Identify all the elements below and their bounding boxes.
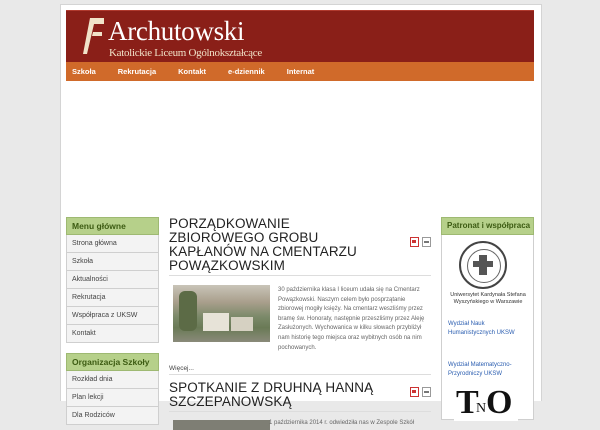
site-title[interactable]: Archutowski: [108, 16, 245, 46]
article-2: [169, 381, 431, 430]
uksw-seal-icon[interactable]: [459, 241, 507, 289]
left-sidebar: [66, 217, 159, 425]
page-container: [60, 4, 542, 426]
article-1: [169, 217, 431, 375]
read-more-link[interactable]: Więcej...: [169, 365, 194, 372]
menu-item-contact[interactable]: Kontakt: [66, 325, 159, 343]
menu-item-parents[interactable]: Dla Rodziców: [66, 407, 159, 425]
nav-kontakt[interactable]: Kontakt: [178, 67, 207, 76]
menu-item-recruitment[interactable]: Rekrutacja: [66, 289, 159, 307]
menu-item-uksw[interactable]: Współpraca z UKSW: [66, 307, 159, 325]
tno-logo-o: O: [486, 384, 513, 421]
nav-internat[interactable]: Internat: [286, 67, 315, 76]
right-sidebar: [441, 217, 534, 420]
article-body: [169, 285, 431, 363]
article-title[interactable]: PORZĄDKOWANIE ZBIOROWEGO GROBU KAPŁANÓW NA CMENTARZU POWĄZKOWSKIM: [169, 216, 357, 273]
logo-mark-icon: [80, 16, 106, 56]
main-nav: [66, 62, 534, 81]
menu-item-school[interactable]: Szkoła: [66, 253, 159, 271]
pdf-icon[interactable]: [410, 387, 419, 397]
article-image: [173, 285, 270, 342]
print-icon[interactable]: [422, 387, 431, 397]
menu-item-news[interactable]: Aktualności: [66, 271, 159, 289]
main-content: [169, 217, 431, 430]
tno-logo[interactable]: [454, 385, 518, 421]
pdf-icon[interactable]: [410, 237, 419, 247]
menu-item-schedule[interactable]: Rozkład dnia: [66, 371, 159, 389]
patron-box: [441, 235, 534, 420]
article-tools: [410, 237, 431, 247]
nav-e-dziennik[interactable]: e-dziennik: [228, 67, 265, 76]
link-humanities[interactable]: Wydział Nauk Humanistycznych UKSW: [448, 321, 515, 336]
tno-logo-t: T: [456, 384, 479, 421]
article-tools: [410, 387, 431, 397]
article-body: [169, 420, 431, 430]
divider: [169, 275, 431, 276]
divider: [169, 411, 431, 412]
nav-szkola[interactable]: Szkoła: [72, 67, 96, 76]
tno-logo-n: N: [476, 401, 487, 416]
patron-title: Patronat i współpraca: [441, 217, 534, 235]
menu-item-home[interactable]: Strona główna: [66, 235, 159, 253]
article-image: [173, 420, 270, 430]
nav-rekrutacja[interactable]: Rekrutacja: [117, 67, 157, 76]
divider: [169, 374, 431, 375]
site-header: [66, 10, 534, 63]
menu-item-timetable[interactable]: Plan lekcji: [66, 389, 159, 407]
article-title[interactable]: SPOTKANIE Z DRUHNĄ HANNĄ SZCZEPANOWSKĄ: [169, 380, 374, 409]
article-text: 1 października 2014 r. odwiedziła nas w Zespole Szkół: [269, 420, 415, 426]
article-text: 30 października klasa I liceum udała się na Cmentarz Powązkowski. Naszym celem było posprzątanie zbiorowej mogiły księży. Na cmentarz weszliśmy przez bramę św. Honoraty, następnie przeszliśmy przez Aleję Zasłużonych. Wychowanica w kilku słowach przybliżył nam historię tego miejsca oraz wybitnych osób na nim pochowanych.: [278, 287, 425, 351]
main-menu-title: Menu główne: [66, 217, 159, 235]
print-icon[interactable]: [422, 237, 431, 247]
org-menu-title: Organizacja Szkoły: [66, 353, 159, 371]
seal-caption: Uniwersytet Kardynała Stefana Wyszyńskiego w Warszawie: [450, 292, 526, 305]
link-math-science[interactable]: Wydział Matematyczno-Przyrodniczy UKSW: [448, 362, 512, 377]
site-subtitle: Katolickie Liceum Ogólnokształcące: [109, 47, 262, 59]
